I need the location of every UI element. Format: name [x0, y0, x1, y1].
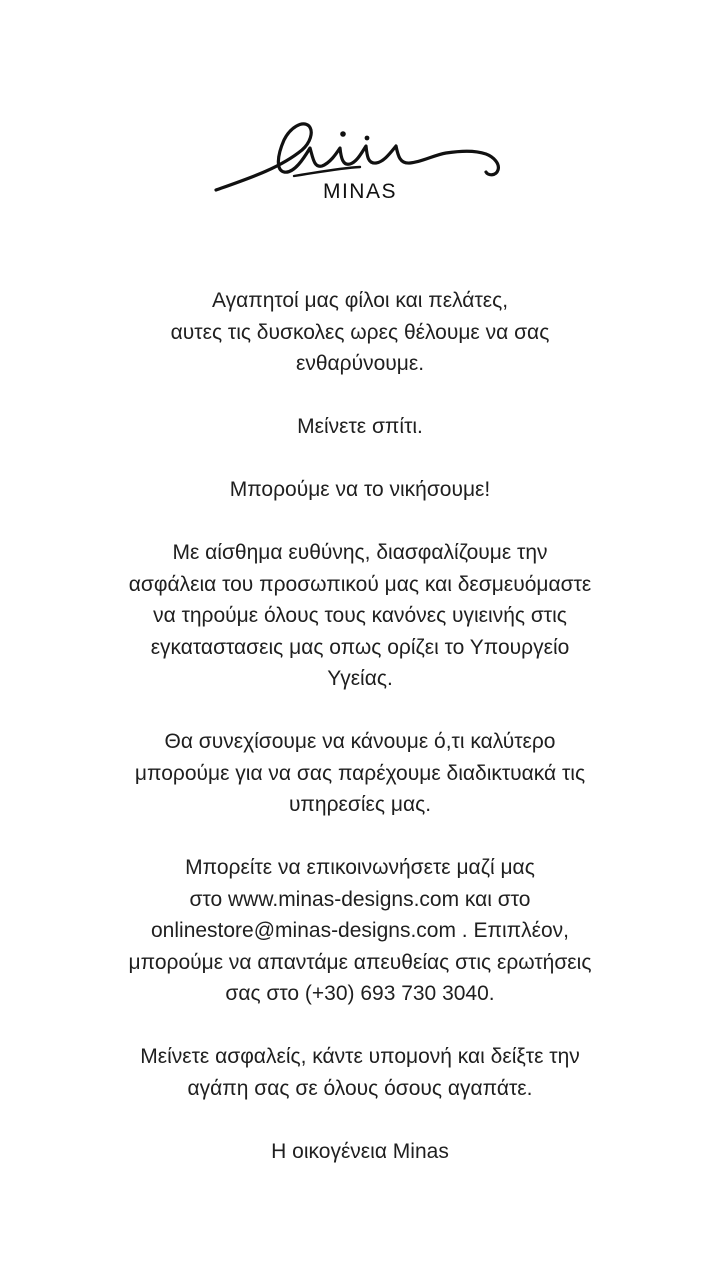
contact-website-line: στο www.minas-designs.com και στο — [189, 887, 531, 911]
text-line: ασφάλεια του προσωπικού μας και δεσμευόμαστε — [128, 572, 592, 596]
contact-email-line: onlinestore@minas-designs.com . Επιπλέον, — [151, 919, 569, 942]
text-line: Θα συνεχίσουμε να κάνουμε ό,τι καλύτερο — [164, 730, 556, 753]
text-line: Μείνετε σπίτι. — [297, 415, 423, 438]
we-can-win-paragraph — [60, 474, 660, 506]
text-line: Μπορείτε να επικοινωνήσετε μαζί μας — [185, 856, 535, 879]
text-line: Με αίσθημα ευθύνης, διασφαλίζουμε την — [172, 541, 548, 564]
text-line: Υγείας. — [327, 667, 393, 690]
signoff-paragraph — [60, 1136, 660, 1168]
text-line: εγκαταστασεις μας οπως ορίζει το Υπουργείο — [150, 635, 570, 659]
brand-logo — [210, 112, 510, 212]
text-line: Μπορούμε να το νικήσουμε! — [229, 478, 491, 501]
text-line: μπορούμε να απαντάμε απευθείας στις ερωτήσεις — [128, 950, 592, 974]
text-line: υπηρεσίες μας. — [288, 793, 432, 816]
stay-home-paragraph — [60, 411, 660, 443]
text-line: ενθαρύνουμε. — [295, 352, 425, 375]
safety-paragraph — [60, 537, 660, 695]
contact-phone-line: σας στο (+30) 693 730 3040. — [225, 982, 495, 1005]
text-line: αυτες τις δυσκολες ωρες θέλουμε να σας — [170, 320, 550, 344]
announcement-message — [60, 285, 660, 1167]
signoff-line: Η οικογένεια Minas — [271, 1139, 449, 1163]
stay-safe-paragraph — [60, 1041, 660, 1104]
contact-paragraph — [60, 852, 660, 1010]
text-line: να τηρούμε όλους τους κανόνες υγιεινής στις — [153, 604, 567, 627]
text-line: Αγαπητοί μας φίλοι και πελάτες, — [211, 289, 509, 312]
greeting-paragraph — [60, 285, 660, 380]
text-line: Μείνετε ασφαλείς, κάντε υπομονή και δείξτε την — [140, 1045, 580, 1068]
services-paragraph — [60, 726, 660, 821]
text-line: αγάπη σας σε όλους όσους αγαπάτε. — [187, 1076, 533, 1100]
text-line: μπορούμε για να σας παρέχουμε διαδικτυακά τις — [134, 761, 586, 785]
brand-wordmark: MINAS — [322, 180, 397, 203]
